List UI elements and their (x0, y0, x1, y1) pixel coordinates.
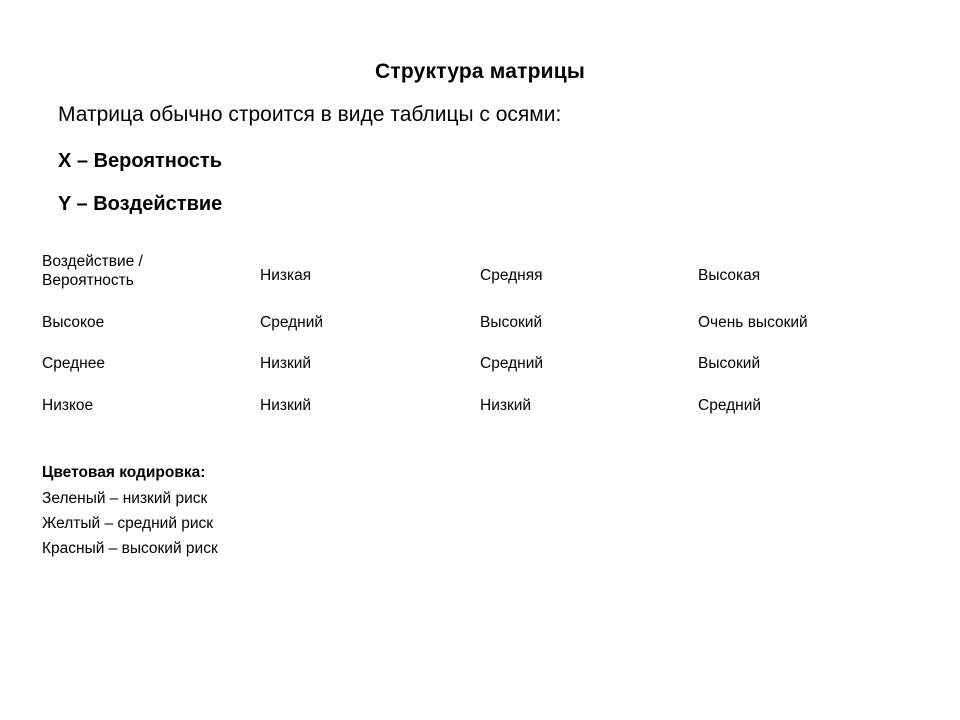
risk-matrix-table (42, 252, 918, 437)
table-row-label: Среднее (42, 355, 105, 373)
table-row (42, 354, 918, 395)
table-cell: Низкий (480, 396, 532, 414)
table-row-label: Высокое (42, 313, 105, 331)
table-header-cell-low: Низкая (260, 267, 312, 284)
legend-title: Цветовая кодировка: (42, 464, 206, 481)
axis-y-label: Y – Воздействие (58, 193, 223, 215)
table-header-cell-high: Высокая (698, 267, 761, 284)
table-row-label: Низкое (42, 396, 94, 414)
legend-item-yellow: Желтый – средний риск (42, 515, 214, 533)
legend-item-red: Красный – высокий риск (42, 540, 218, 558)
table-cell: Низкий (260, 396, 312, 414)
table-cell: Средний (260, 313, 324, 331)
table-header-cell-impact-probability: Воздействие / Вероятность (42, 253, 143, 290)
table-row (42, 396, 918, 437)
table-header-row (42, 252, 918, 313)
axis-x-label: X – Вероятность (58, 150, 223, 172)
intro-text: Матрица обычно строится в виде таблицы с осями: (58, 103, 562, 126)
table-cell: Высокий (480, 313, 543, 331)
table-cell: Очень высокий (698, 313, 808, 331)
table-cell: Средний (698, 396, 762, 414)
table-cell: Средний (480, 355, 544, 373)
table-row (42, 313, 918, 354)
table-cell: Высокий (698, 355, 761, 373)
page-title: Структура матрицы (375, 60, 585, 83)
table-cell: Низкий (260, 355, 312, 373)
legend-item-green: Зеленый – низкий риск (42, 490, 208, 508)
table-header-cell-medium: Средняя (480, 267, 543, 284)
color-legend (42, 460, 218, 561)
